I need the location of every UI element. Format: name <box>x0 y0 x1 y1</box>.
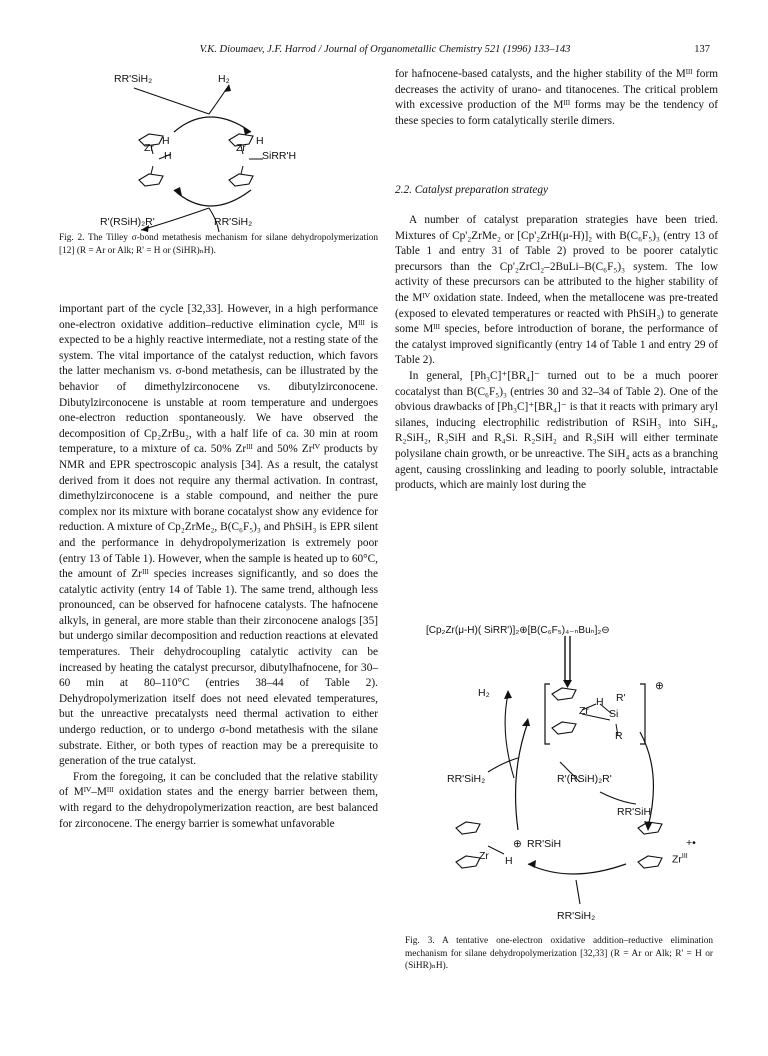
fig3-cycle-lower <box>528 864 626 874</box>
figure-3-drawing <box>400 622 720 922</box>
fig2-reagent-in-label: RR'SiH₂ <box>114 73 153 85</box>
fig2-left-h-bottom-label: H <box>164 150 172 162</box>
fig2-h2-label: H₂ <box>218 73 230 85</box>
right-paragraph-1: A number of catalyst preparation strategies have been tried. Mixtures of Cp'₂ZrMe₂ or [Cp'₂ZrH(μ-H)]₂ with B(C₆F₅)₃ (entry 13 of Table 1 and entry 31 of Table 2) proved to be poorer catalytic precursors than the Cp'₂ZrCl₂–2BuLi–B(C₆F₅)₃ system. The low activity of these precursors can be attributed to the higher stability of the Mᴵⱽ oxidation state. Indeed, when the metallocene was pre-treated (exposed to elevated temperatures or reacted with PhSiH₃) to generate some Mᴵᴵᴵ species, before introduction of borane, the performance of the catalyst improved significantly (entry 14 of Table 1 and entry 29 of Table 2). <box>395 214 718 367</box>
fig2-reagent-out-label: RR'SiH₂ <box>214 216 253 228</box>
fig3-h2-arrow <box>505 694 514 778</box>
fig3-plus-top-label: ⊕ <box>655 680 664 692</box>
fig2-right-cp-bottom <box>229 166 253 186</box>
fig3-h2-label: H₂ <box>478 687 490 699</box>
fig3-zr-center-label: Zr <box>579 705 589 717</box>
fig3-left-cp-bottom <box>456 856 480 868</box>
fig3-arrowhead-lower <box>528 860 536 868</box>
fig3-si-center-label: Si <box>609 708 619 720</box>
fig3-reagent-left-label: RR'SiH₂ <box>447 773 486 785</box>
fig3-right-cp-bottom <box>638 856 662 868</box>
fig2-left-cp-bottom <box>139 166 163 186</box>
fig2-left-h-top-label: H <box>162 135 170 147</box>
fig2-left-zr-label: Zr <box>144 142 154 154</box>
fig3-cation-radical-label: +• <box>686 837 696 849</box>
page-number: 137 <box>694 44 710 55</box>
fig3-zr-iii-label: $Zr^{III}$ <box>672 853 688 866</box>
fig2-right-sirrh-label: SiRR'H <box>262 150 297 162</box>
fig3-bottom-reagent-arrow <box>576 880 580 904</box>
right-paragraph-2: In general, [Ph₃C]⁺[BR₄]⁻ turned out to be a much poorer cocatalyst than B(C₆F₅)₃ (entries 30 and 32–34 of Table 2). One of the obvious drawbacks of [Ph₃C]⁺[BR₄]⁻ is that it reacts with primary aryl silanes, inducing electrophilic redistribution of RSiH₃ into SiH₄, R₂SiH₂, R₃SiH and R₄Si. R₂SiH₂ and R₃SiH will either terminate polysilane chain growth, or be unreactive. The SiH₄ acts as a branching agent, causing crosslinking and leading to poorly soluble, intractable products, which are mainly lost during the <box>395 369 718 492</box>
fig3-arrowhead-upper-left <box>522 718 530 726</box>
fig3-h-center-label: H <box>596 696 604 708</box>
fig3-rrsih-mid-label: RR'SiH <box>527 838 562 850</box>
fig3-center-cp-top <box>552 688 576 700</box>
fig3-reagent-arrow <box>488 758 518 772</box>
left-column <box>59 302 378 832</box>
figure-3-caption: Fig. 3. A tentative one-electron oxidative addition–reductive elimination mechanism for silane dehydropolymerization [32,33] (R = Ar or Alk; R' = H or (SiHR)ₙH). <box>405 936 713 972</box>
figure-2-drawing <box>59 62 378 237</box>
fig2-product-label: R'(RSiH)₂R' <box>100 216 155 228</box>
fig3-arrowhead-h2 <box>504 690 512 699</box>
fig3-plus-left-label: ⊕ <box>513 838 522 850</box>
figure-2-caption: Fig. 2. The Tilley σ-bond metathesis mechanism for silane dehydropolymerization [12] (R = Ar or Alk; R' = H or (SiHR)ₙH). <box>59 233 378 256</box>
fig3-radical-branch <box>600 792 636 804</box>
fig2-lower-arc <box>174 190 251 206</box>
section-heading: 2.2. Catalyst preparation strategy <box>395 184 549 196</box>
fig3-bracket-right <box>640 684 645 744</box>
left-paragraph-1: important part of the cycle [32,33]. However, in a high performance one-electron oxidative addition–reductive elimination cycle, Mᴵᴵᴵ is expected to be a highly reactive intermediate, not a resting state of the system. The vital importance of the catalyst reduction, which favors the latter mechanism vs. σ-bond metathesis, can be illustrated by the behavior of dimethylzirconocene vs. dibutylzirconocene. Dibutylzirconocene is unstable at room temperature and undergoes one-electron reduction spontaneously. We have observed the decomposition of Cp₂ZrBu₂, with a half life of ca. 30 min at room temperature, to a mixture of ca. 50% Zrᴵᴵᴵ and 50% Zrᴵⱽ products by NMR and EPR spectroscopic analysis [34]. As a result, the catalyst derived from it does not require any thermal activation. In contrast, dimethylzirconocene is a stable compound, and neither the pure complex nor its mixture with borane cocatalyst show any evidence for reduction. A mixture of Cp₂ZrMe₂, B(C₆F₅)₃ and PhSiH₃ is EPR silent and the performance in dehydropolymerization is extremely poor (entry 13 of Table 1). However, when the sample is heated up to 60°C, the amount of Zrᴵᴵᴵ species increases significantly, and so does the catalytic activity (entry 14 of Table 1). The same trend, although less pronounced, can be observed for hafnocene catalysts. The hafnocene alkyls, in general, are more stable than their zirconocene analogs [35] but undergo similar decomposition and reduction reactions at elevated temperatures. Their dehydrocoupling catalytic activity can be increased by heating the catalyst precursor, dibutylhafnocene, for 30–60 min at 80–110°C (entries 38–44 of Table 2). Dehydropolymerization itself does not need elevated temperatures, but the unreactive precatalysts need thermal activation to either undergo reduction, or to undergo σ-bond metathesis with the silane substrate. Either, or both types of reaction may be a prerequisite to generation of the true catalyst. <box>59 303 378 768</box>
fig3-bracket-left <box>545 684 550 744</box>
fig3-equilibrium-head <box>563 680 572 688</box>
fig2-right-zr-label: Zr <box>236 142 246 154</box>
fig3-reagent-bottom-label: RR'SiH₂ <box>557 910 596 922</box>
fig3-r-center-label: R <box>615 730 623 742</box>
fig3-zr-left-label: Zr <box>479 850 489 862</box>
fig2-upper-arc <box>174 117 251 132</box>
right-paragraph-top: for hafnocene-based catalysts, and the higher stability of the Mᴵᴵᴵ form decreases the activity of urano- and titanocenes. The critical problem with excessive production of the Mᴵᴵᴵ forms may be the tendency of these species to form catalytically sterile dimers. <box>395 68 718 127</box>
running-header <box>60 44 710 60</box>
right-column-mid <box>395 213 718 494</box>
fig3-radical-right-label: RR'SiH <box>617 806 652 818</box>
fig3-center-cp-bottom <box>552 722 576 734</box>
fig3-h-left-label: H <box>505 855 513 867</box>
fig3-left-cp-top <box>456 822 480 834</box>
fig2-arrowhead-top <box>224 84 231 92</box>
fig2-right-h-label: H <box>256 135 264 147</box>
fig3-left-zr-h <box>488 846 504 854</box>
fig3-r-prime-center-label: R' <box>616 692 626 704</box>
fig3-top-complex-label: [Cp₂Zr(μ-H)( SiRR')]₂⊕[B(C₆F₅)₄₋ₙBuₙ]₂⊖ <box>426 625 610 636</box>
running-title: V.K. Dioumaev, J.F. Harrod / Journal of Organometallic Chemistry 521 (1996) 133–143 <box>199 44 571 55</box>
fig3-cycle-upper-left <box>516 722 528 830</box>
fig2-reagent-arrow <box>134 88 209 114</box>
fig3-product-label: R'(RSiH)₂R' <box>557 773 612 785</box>
left-paragraph-2: From the foregoing, it can be concluded that the relative stability of Mᴵⱽ–Mᴵᴵᴵ oxidation states and the energy barrier between them, with regard to the dehydropolymerization reaction, are best balanced for zirconocene. The energy barrier is somewhat unfavorable <box>59 770 378 830</box>
right-column-top <box>395 67 718 129</box>
